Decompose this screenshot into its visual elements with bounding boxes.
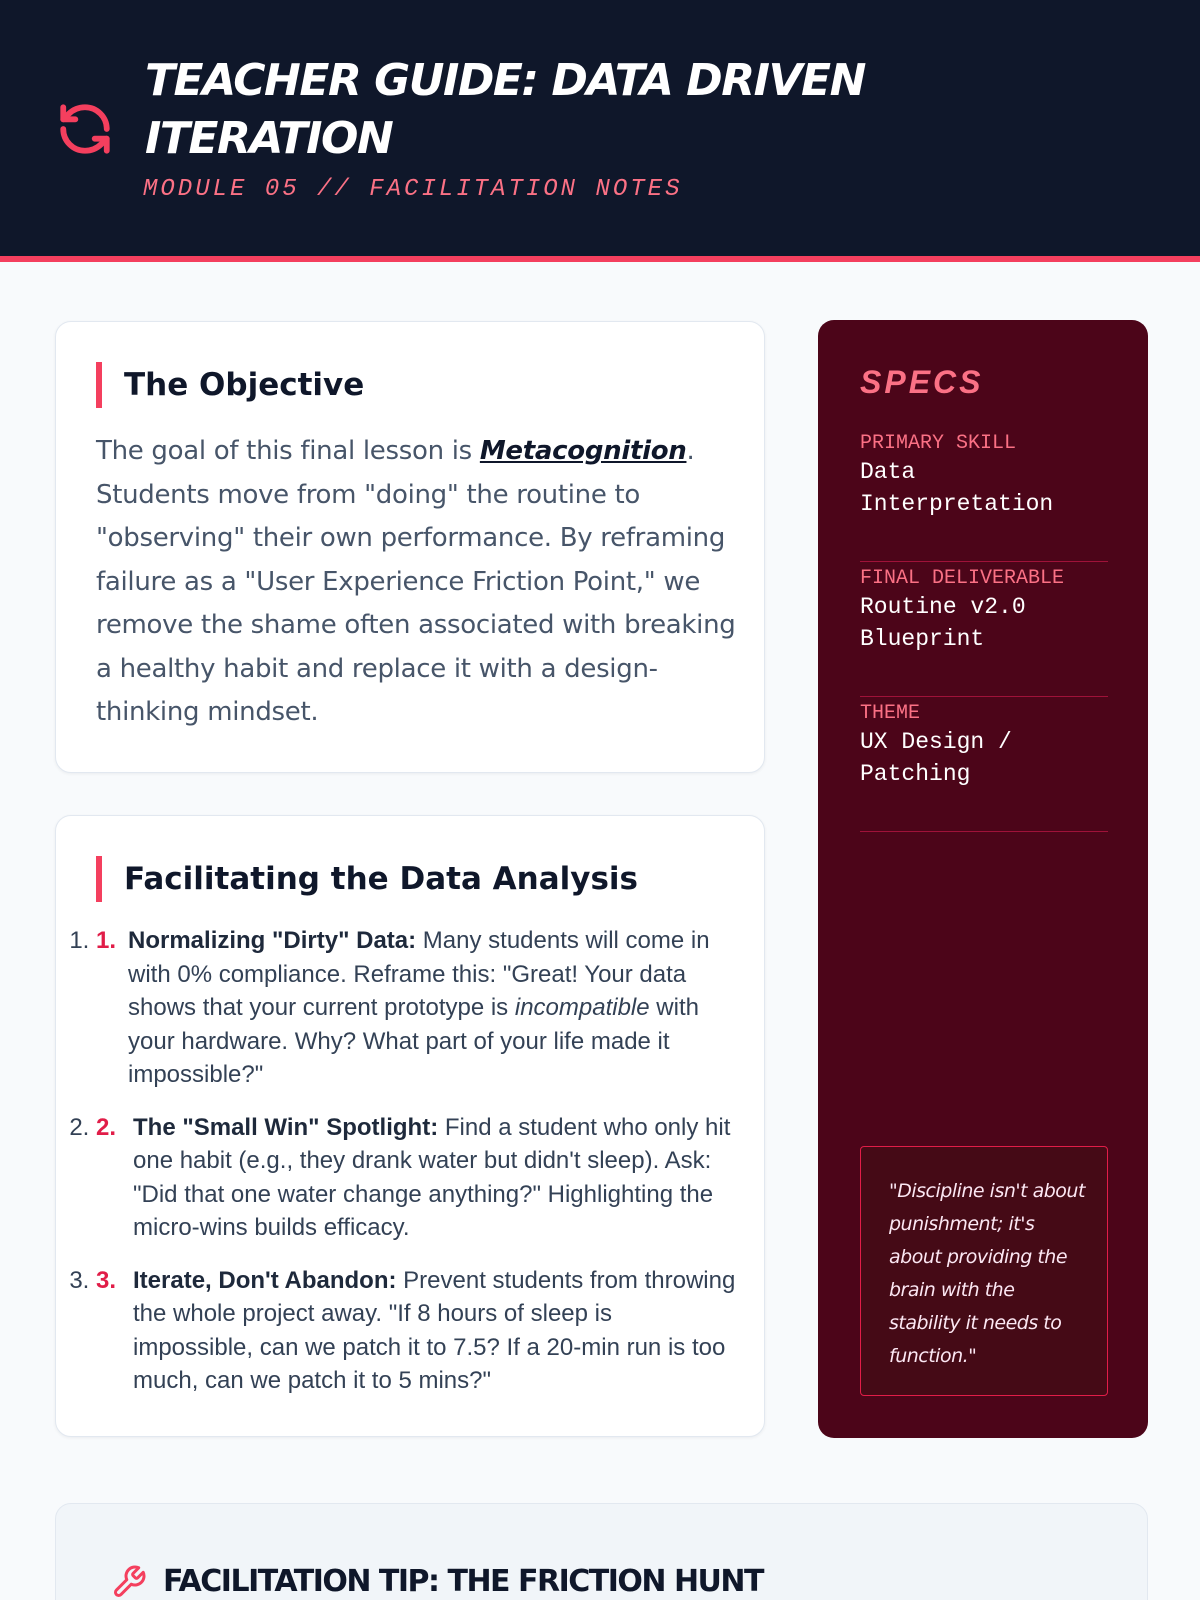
specs-title: SPECS: [860, 364, 984, 400]
objective-title: The Objective: [96, 362, 364, 408]
objective-text-after: . Students move from "doing" the routine to "observing" their own performance. By reframing failure as a "User Experience Friction Point," we remove the shame often associated with breaking a healthy habit and replace it with a design-thinking mindset.: [96, 436, 736, 727]
spec-value: UX Design / Patching: [860, 729, 1012, 787]
spec-final-deliverable: [860, 567, 1108, 697]
list-item: [96, 1111, 736, 1245]
list-item-text-end: with your hardware. Why? What part of your life made it impossible?": [128, 994, 699, 1088]
objective-card: [55, 321, 765, 773]
spec-value: Routine v2.0 Blueprint: [860, 594, 1026, 652]
spec-theme: [860, 702, 1108, 832]
page-title: TEACHER GUIDE: DATA DRIVEN ITERATION: [145, 55, 865, 164]
wrench-icon: [111, 1564, 147, 1600]
quote-text: "Discipline isn't about punishment; it's about providing the brain with the stability it needs to function.": [889, 1180, 1085, 1367]
facilitation-tip-card: [55, 1503, 1148, 1600]
list-item: [96, 924, 736, 1092]
refresh-icon: [56, 100, 114, 158]
list-item-text: Find a student who only hit one habit (e.g., they drank water but didn't sleep). Ask: "Did that one water change anything?" Highlighting the micro-wins builds efficacy.: [133, 1113, 731, 1241]
spec-primary-skill: [860, 432, 1108, 562]
spec-label: FINAL DELIVERABLE: [860, 567, 1065, 590]
list-item-text: Many students will come in with 0% compliance. Reframe this: "Great! Your data shows that your current prototype is: [128, 927, 710, 1021]
spec-label: THEME: [860, 702, 921, 725]
quote-box: [860, 1146, 1108, 1396]
list-item-italic: incompatible: [514, 994, 650, 1021]
analysis-list: [96, 924, 736, 1417]
list-item: [96, 1264, 736, 1398]
objective-emphasis: Metacognition: [479, 436, 687, 466]
objective-text-before: The goal of this final lesson is: [96, 436, 480, 466]
spec-value: Data Interpretation: [860, 459, 1054, 517]
page-header: [0, 0, 1200, 262]
specs-panel: [818, 320, 1148, 1438]
list-item-number: 2. 2.: [96, 1113, 117, 1141]
list-item-lead: The "Small Win" Spotlight:: [133, 1113, 439, 1141]
objective-text: [96, 430, 736, 735]
page-subtitle: MODULE 05 // FACILITATION NOTES: [143, 176, 683, 203]
list-item-lead: Normalizing "Dirty" Data:: [128, 927, 417, 954]
list-item-lead: Iterate, Don't Abandon:: [133, 1266, 397, 1294]
tip-title: FACILITATION TIP: THE FRICTION HUNT: [163, 1564, 763, 1599]
list-item-number: 3. 3.: [96, 1266, 117, 1294]
analysis-card: [55, 815, 765, 1437]
list-item-text: Prevent students from throwing the whole project away. "If 8 hours of sleep is impossible, can we patch it to 7.5? If a 20-min run is too much, can we patch it to 5 mins?": [133, 1266, 736, 1394]
list-item-number: 1. 1.: [96, 927, 117, 954]
analysis-title: Facilitating the Data Analysis: [96, 856, 638, 902]
spec-label: PRIMARY SKILL: [860, 432, 1017, 455]
